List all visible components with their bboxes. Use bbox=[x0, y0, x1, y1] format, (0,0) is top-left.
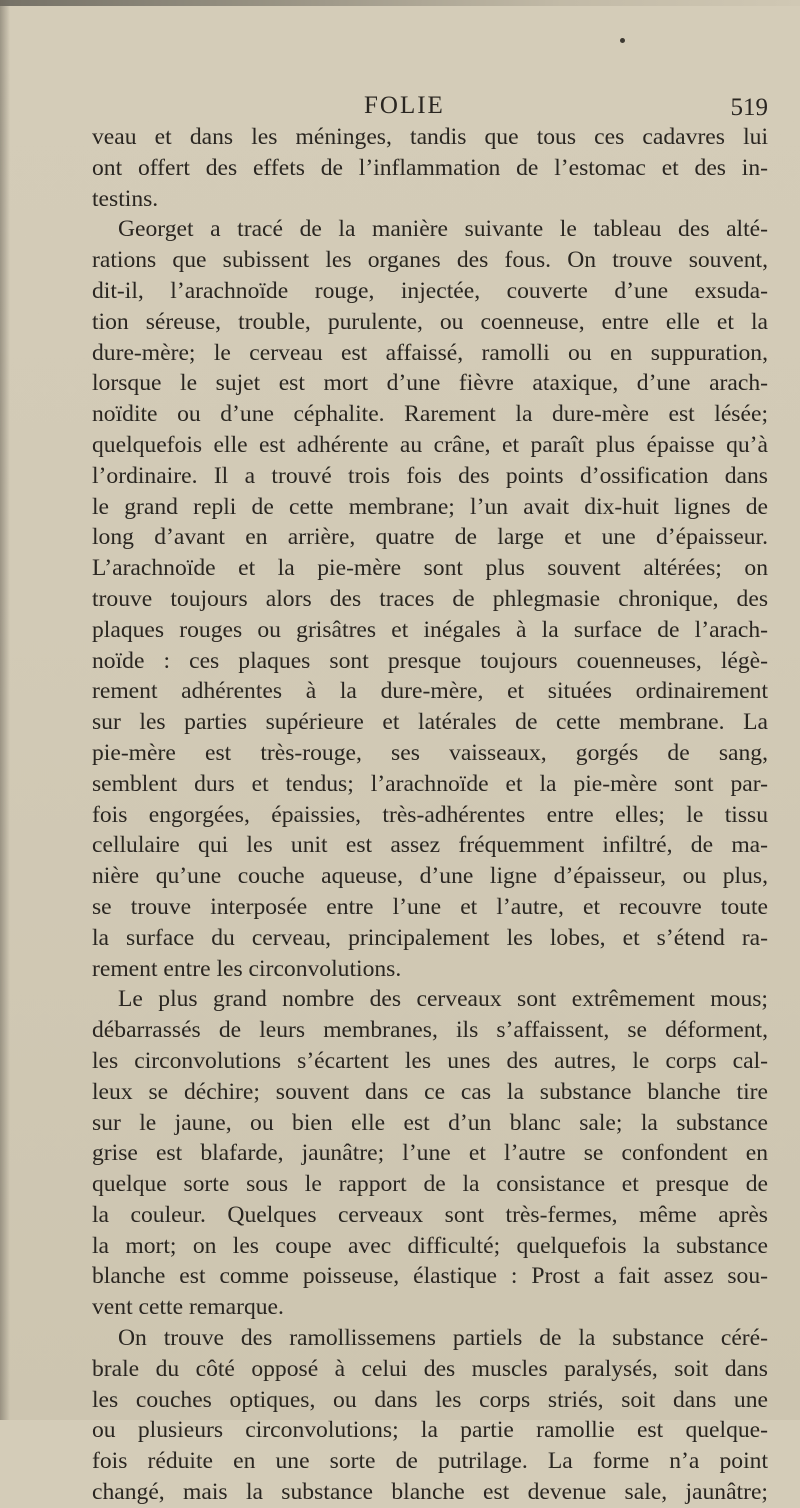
text-line: Le plus grand nombre des cerveaux sont extrêmement mous; bbox=[118, 986, 768, 1013]
text-line: grise est blafarde, jaunâtre; l’une et l’autre se confondent en bbox=[92, 1140, 768, 1167]
text-line: semblent durs et tendus; l’arachnoïde et la pie-mère sont par- bbox=[92, 770, 768, 797]
text-line: noïde : ces plaques sont presque toujours couenneuses, légè- bbox=[92, 647, 768, 674]
text-line: changé, mais la substance blanche est devenue sale, jaunâtre; bbox=[92, 1479, 768, 1506]
text-line: dit-il, l’arachnoïde rouge, injectée, couverte d’une exsuda- bbox=[92, 277, 768, 304]
text-line: les circonvolutions s’écartent les unes des autres, le corps cal- bbox=[92, 1047, 768, 1074]
text-line: testins. bbox=[92, 185, 159, 212]
text-line: quelque sorte sous le rapport de la consistance et presque de bbox=[92, 1171, 768, 1198]
text-line: le grand repli de cette membrane; l’un avait dix-huit lignes de bbox=[92, 493, 768, 520]
text-line: tion séreuse, trouble, purulente, ou coenneuse, entre elle et la bbox=[92, 308, 768, 335]
text-line: lorsque le sujet est mort d’une fièvre ataxique, d’une arach- bbox=[92, 370, 768, 397]
page-number: 519 bbox=[730, 94, 768, 121]
text-line: rement entre les circonvolutions. bbox=[92, 955, 402, 982]
text-line: On trouve des ramollissemens partiels de la substance céré- bbox=[118, 1325, 768, 1352]
text-line: les couches optiques, ou dans les corps striés, soit dans une bbox=[92, 1386, 768, 1413]
text-line: rations que subissent les organes des fous. On trouve souvent, bbox=[92, 247, 768, 274]
page-edge-shadow bbox=[0, 0, 800, 6]
body-text bbox=[92, 122, 768, 1508]
text-line: leux se déchire; souvent dans ce cas la substance blanche tire bbox=[92, 1078, 768, 1105]
text-line: veau et dans les méninges, tandis que tous ces cadavres lui bbox=[92, 124, 768, 150]
text-line: pie-mère est très-rouge, ses vaisseaux, gorgés de sang, bbox=[92, 739, 768, 766]
text-line: fois engorgées, épaissies, très-adhérentes entre elles; le tissu bbox=[92, 801, 768, 828]
ink-speck bbox=[620, 38, 625, 43]
text-line: rement adhérentes à la dure-mère, et situées ordinairement bbox=[92, 678, 768, 705]
text-line: plaques rouges ou grisâtres et inégales à la surface de l’arach- bbox=[92, 616, 768, 643]
text-line: ont offert des effets de l’inflammation de l’estomac et des in- bbox=[92, 154, 768, 181]
text-line: l’ordinaire. Il a trouvé trois fois des points d’ossification dans bbox=[92, 462, 768, 489]
text-line: cellulaire qui les unit est assez fréquemment infiltré, de ma- bbox=[92, 832, 768, 859]
text-line: sur les parties supérieure et latérales de cette membrane. La bbox=[92, 709, 768, 736]
text-line: Georget a tracé de la manière suivante le tableau des alté- bbox=[118, 216, 768, 243]
text-line: trouve toujours alors des traces de phlegmasie chronique, des bbox=[92, 585, 768, 612]
running-title: FOLIE bbox=[364, 92, 445, 119]
text-line: long d’avant en arrière, quatre de large et une d’épaisseur. bbox=[92, 524, 768, 551]
text-line: L’arachnoïde et la pie-mère sont plus souvent altérées; on bbox=[92, 555, 768, 582]
text-line: ou plusieurs circonvolutions; la partie ramollie est quelque- bbox=[92, 1417, 768, 1444]
page-header bbox=[92, 92, 772, 124]
text-line: vent cette remarque. bbox=[92, 1294, 284, 1321]
text-line: noïdite ou d’une céphalite. Rarement la dure-mère est lésée; bbox=[92, 401, 768, 428]
text-line: sur le jaune, ou bien elle est d’un blanc sale; la substance bbox=[92, 1109, 768, 1136]
text-line: la mort; on les coupe avec difficulté; quelquefois la substance bbox=[92, 1232, 768, 1259]
binding-shadow bbox=[0, 0, 10, 1420]
text-line: fois réduite en une sorte de putrilage. La forme n’a point bbox=[92, 1448, 768, 1475]
text-line: débarrassés de leurs membranes, ils s’affaissent, se déforment, bbox=[92, 1017, 768, 1044]
text-line: dure-mère; le cerveau est affaissé, ramolli ou en suppuration, bbox=[92, 339, 768, 366]
text-line: la surface du cerveau, principalement les lobes, et s’étend ra- bbox=[92, 924, 768, 951]
text-line: blanche est comme poisseuse, élastique : Prost a fait assez sou- bbox=[92, 1263, 768, 1290]
text-line: se trouve interposée entre l’une et l’autre, et recouvre toute bbox=[92, 893, 768, 920]
text-line: quelquefois elle est adhérente au crâne, et paraît plus épaisse qu’à bbox=[92, 431, 768, 458]
text-line: la couleur. Quelques cerveaux sont très-fermes, même après bbox=[92, 1201, 768, 1228]
text-line: brale du côté opposé à celui des muscles paralysés, soit dans bbox=[92, 1355, 768, 1382]
text-line: nière qu’une couche aqueuse, d’une ligne d’épaisseur, ou plus, bbox=[92, 863, 768, 890]
